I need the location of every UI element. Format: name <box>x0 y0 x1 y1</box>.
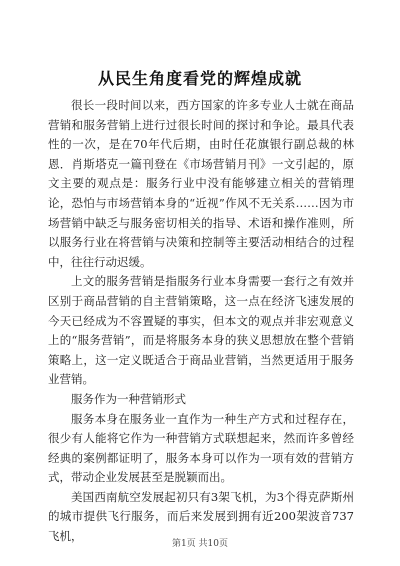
paragraph: 很长一段时间以来，西方国家的许多专业人士就在商品营销和服务营销上进行过很长时间的探讨和争论。最具代表性的一次，是在70年代后期，由时任花旗银行副总裁的林恩．肖斯塔克一篇刊登在《市场营销月刊》一文引起的，原文主要的观点是：服务行业中没有能够建立相关的营销理论，恐怕与市场营销本身的“近视”作风不无关系……因为市场营销中缺乏与服务密切相关的指导、术语和操作准则，所以服务行业在将营销与决策和控制等主要活动相结合的过程中，往往行动迟缓。 <box>48 98 354 269</box>
section-heading: 服务作为一种营销形式 <box>71 391 186 406</box>
page-number-footer: 第1页 共10页 <box>171 539 229 549</box>
document-title: 从民生角度看党的辉煌成就 <box>97 69 302 88</box>
paragraph: 服务本身在服务业一直作为一种生产方式和过程存在，很少有人能将它作为一种营销方式联想起来，然而许多曾经经典的案例都证明了，服务本身可以作为一项有效的营销方式，带动企业发展甚至是脱颖而出。 <box>48 411 354 485</box>
paragraph: 美国西南航空发展起初只有3架飞机，为3个得克萨斯州的城市提供飞行服务，而后来发展到拥有近200架波音737飞机， <box>48 489 354 544</box>
paragraph: 上文的服务营销是指服务行业本身需要一套行之有效并区别于商品营销的自主营销策略，这一点在经济飞速发展的今天已经成为不容置疑的事实，但本文的观点并非宏观意义上的“服务营销”，而是将服务本身的狭义思想放在整个营销策略上，这一定义既适合于商品业营销，当然更适用于服务业营销。 <box>48 274 354 387</box>
document-body <box>48 96 354 547</box>
